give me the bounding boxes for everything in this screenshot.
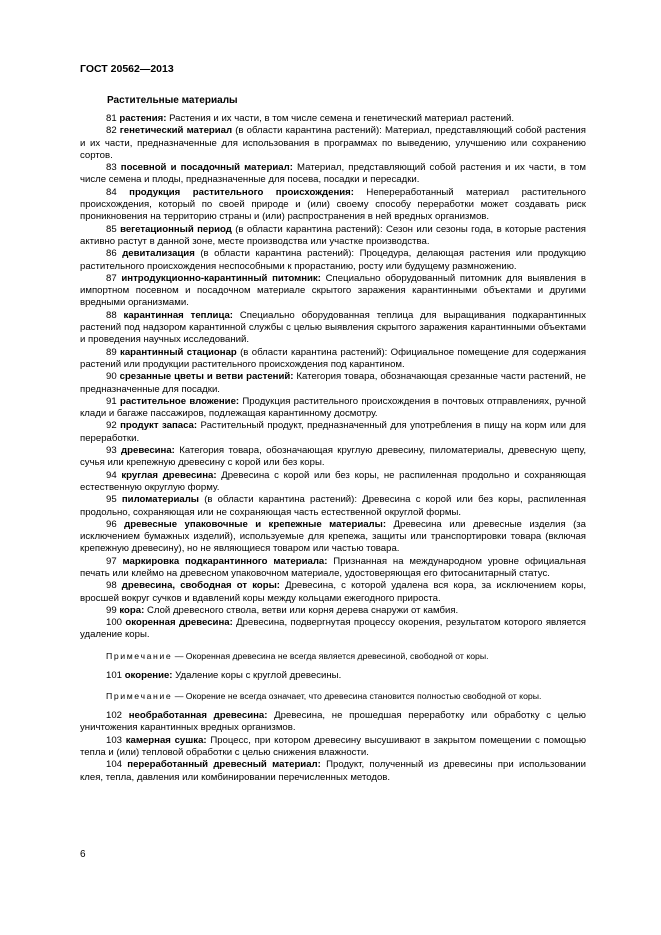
term-definition: (в области карантина растений): Материал, представляющий собой растения и их части, предназначенные для использования в программах по выведению, улучшению или сохранению сортов. [80,125,586,161]
term-name: посевной и посадочный материал: [120,162,293,174]
note-label: Примечание [106,650,173,661]
note-label: Примечание [106,691,173,702]
term-name: окоренная древесина: [125,617,233,629]
term-entry [80,710,586,735]
term-number: 96 [106,518,117,530]
term-name: камерная сушка: [125,734,207,746]
document-header: ГОСТ 20562—2013 [80,63,174,75]
note [80,650,586,662]
term-entry [80,187,586,224]
term-name: древесные упаковочные и крепежные материалы: [124,518,387,530]
term-number: 82 [106,125,117,137]
term-definition: Древесина, с которой удалена вся кора, за исключением коры, вросшей вокруг сучков и вдавлений коры между кольцами ежегодного прироста. [80,580,586,604]
term-definition: (в области карантина растений): Официальное помещение для содержания растений или продукции растительного происхождения под карантином. [80,346,587,370]
term-number: 86 [106,248,117,260]
term-entry [80,445,586,470]
term-entry [80,396,586,421]
term-number: 88 [106,309,117,321]
section-title: Растительные материалы [107,95,238,106]
term-definition: Древесина, не прошедшая переработку или обработку с целью уничтожения карантинных вредных организмов. [80,710,586,734]
term-definition: Категория товара, обозначающая круглую древесину, пиломатериалы, древесную щепу, сучья или крепежную древесину с корой или без коры. [80,445,587,469]
term-definition: Растительный продукт, предназначенный для употребления в пищу на корм или для переработки. [80,420,586,444]
term-name: древесина: [121,445,175,457]
term-name: пиломатериалы [121,494,199,506]
term-number: 95 [106,494,117,506]
term-number: 104 [106,759,123,771]
term-definition: Удаление коры с круглой древесины. [172,669,342,681]
term-name: необработанная древесина: [128,710,268,722]
term-name: продукция растительного происхождения: [129,186,354,198]
term-definition: Процесс, при котором древесину высушивают в закрытом помещении с помощью тепла и (или) тепловой обработки с целью снижения влажности. [80,734,587,758]
term-definition: Слой древесного ствола, ветви или корня дерева снаружи от камбия. [144,604,459,616]
term-entry [80,162,586,187]
term-entry [80,580,586,605]
term-definition: (в области карантина растений): Древесина с корой или без коры, распиленная продольно, сохраняющая или не сохраняющая часть естественной округлой формы. [80,494,586,518]
term-number: 94 [106,469,117,481]
term-number: 85 [106,223,117,235]
term-number: 93 [106,445,117,457]
term-number: 92 [106,420,117,432]
term-definition: Категория товара, обозначающая срезанные части растений, не предназначенные для посадки. [80,371,586,395]
term-name: растительное вложение: [119,395,240,407]
term-number: 90 [106,371,117,383]
term-entry [80,759,586,784]
term-name: переработанный древесный материал: [127,759,321,771]
note-text: — Окорение не всегда означает, что древесина становится полностью свободной от коры. [172,691,542,702]
term-number: 103 [106,734,123,746]
term-entry [80,519,586,556]
term-number: 98 [106,580,117,592]
term-name: древесина, свободная от коры: [121,580,280,592]
term-definition: Растения и их части, в том числе семена и генетический материал растений. [166,113,515,124]
term-number: 84 [106,186,117,198]
term-name: кора: [119,604,145,616]
term-definition: Специально оборудованная теплица для выращивания подкарантинных растений под надзором карантинной службы с целью выявления скрытого заражения карантинными объектами и проведения научных исследований. [80,309,587,346]
term-entry [80,670,586,682]
term-entry [80,248,586,273]
term-number: 91 [106,395,117,407]
term-number: 97 [106,555,117,567]
term-definition: Древесина или древесные изделия (за исключением бумажных изделий), используемые для крепежа, защиты или транспортировки товара (включая крепежную древесину), но не являющиеся товаром или частью товара. [80,518,587,555]
term-entry [80,494,586,519]
term-entry [80,125,586,162]
term-number: 100 [106,617,123,629]
term-name: интродукционно-карантинный питомник: [121,272,321,284]
term-number: 102 [106,710,123,722]
term-name: окорение: [124,669,173,681]
term-name: круглая древесина: [121,469,217,481]
term-entry [80,470,586,495]
term-name: генетический материал [119,125,233,137]
term-name: продукт запаса: [120,420,198,432]
term-name: растения: [119,113,167,124]
term-definition: Материал, представляющий собой растения и их части, в том числе семена и плоды, предназначенные для посева, посадки и пересадки. [80,162,586,186]
term-number: 87 [106,272,117,284]
terms-list [80,113,586,784]
term-definition: Продукция растительного происхождения в почтовых отправлениях, ручной клади и багаже пассажиров, подлежащая карантинному досмотру. [80,395,586,420]
page-number: 6 [80,849,86,860]
term-entry [80,420,586,445]
term-entry [80,605,586,617]
term-entry [80,310,586,347]
term-name: срезанные цветы и ветви растений: [119,371,294,383]
term-definition: Древесина с корой или без коры, не распиленная продольно и сохраняющая естественную округлую форму. [80,469,586,493]
term-entry [80,347,586,372]
term-entry [80,617,586,642]
term-definition: Древесина, подвергнутая процессу окорения, результатом которого является удаление коры. [80,617,586,641]
term-entry [80,371,586,396]
note [80,690,586,702]
note-text: — Окоренная древесина не всегда является древесиной, свободной от коры. [172,650,489,661]
term-definition: Непереработанный материал растительного происхождения, который по своей природе и (или) своему способу переработки может создавать риск проникновения на территорию страны и (или) распространения в ней вредных организмов. [80,186,586,223]
term-name: вегетационный период [120,223,232,235]
term-definition: (в области карантина растений): Сезон или сезоны года, в которые растения активно растут в данной зоне, месте производства или участке производства. [80,223,587,247]
term-entry [80,113,586,125]
term-name: маркировка подкарантинного материала: [122,555,328,567]
term-name: карантинный стационар [120,346,237,358]
term-number: 101 [106,669,123,681]
term-name: девитализация [122,248,195,260]
term-definition: (в области карантина растений): Процедура, делающая растения или продукцию растительного происхождения неспособными к прорастанию, росту или будущему размножению. [80,248,587,272]
term-entry [80,556,586,581]
term-number: 81 [106,113,117,124]
term-number: 89 [106,346,117,358]
term-definition: Специально оборудованный питомник для выявления в импортном посевном и посадочном материале скрытого заражения карантинными объектами и другими вредными организмами. [80,272,586,309]
term-entry [80,735,586,760]
term-definition: Продукт, полученный из древесины при использовании клея, тепла, давления или комбинировании перечисленных методов. [80,759,587,783]
term-definition: Признанная на международном уровне официальная печать или клеймо на древесном упаковочном материале, удостоверяющая его фитосанитарный статус. [80,555,586,579]
term-entry [80,273,586,310]
term-entry [80,224,586,249]
term-number: 83 [106,162,117,174]
term-name: карантинная теплица: [123,309,233,321]
term-number: 99 [106,604,117,616]
